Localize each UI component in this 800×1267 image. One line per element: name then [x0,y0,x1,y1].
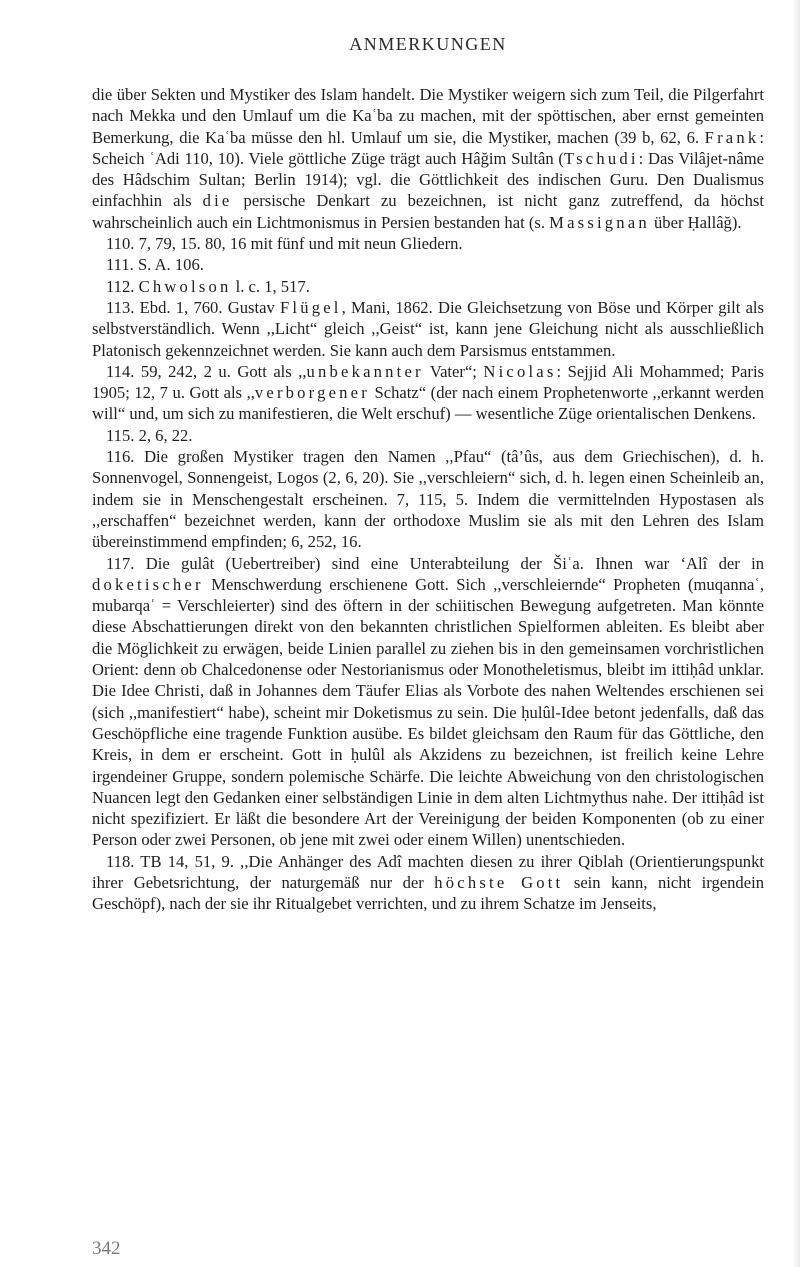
note-paragraph [92,254,764,275]
text-run: 112. [106,276,139,296]
text-run: persische Denkart zu bezeichnen, ist nicht ganz zutreffend, da höchst wahrscheinlich auch ein Lichtmonismus in Persien bestanden hat (s. [92,191,764,232]
note-paragraph [92,84,764,233]
text-run: 110. 7, 79, 15. 80, 16 mit fünf und mit neun Gliedern. [106,234,463,254]
note-paragraph [92,553,764,851]
text-run: , Mani, 1862. Die Gleichsetzung von Böse und Körper gilt als selbstverständlich. Wenn ,,Licht“ gleich ,,Geist“ ist, kann jene Gleichung nicht als ausschließlich Platonisch gekennzeichnet werden. Sie kann auch dem Parsismus entstammen. [92,297,765,360]
text-run: l. c. 1, 517. [231,276,310,296]
spaced-name: Massignan [549,212,650,232]
note-paragraph [92,851,764,915]
spaced-name: doketischer [92,574,204,594]
spaced-name: Chwolson [138,276,232,296]
spaced-name: Flügel [279,297,342,317]
note-paragraph [92,233,764,254]
page-edge-shadow [792,0,800,1267]
spaced-name: höchste Gott [434,872,564,892]
text-run: 114. 59, 242, 2 u. Gott als ,, [106,361,307,381]
note-paragraph [92,425,764,446]
text-run: : Das Vilâjet-nâme des Hâdschim Sultan; Berlin 1914); vgl. die Göttlichkeit des indischen Guru. Den Dualismus einfachhin als [92,148,764,211]
spaced-name: unbekannter [306,361,424,381]
page-number: 342 [92,1238,121,1259]
text-run: 116. Die großen Mystiker tragen den Namen ,,Pfau“ (tâ’ûs, aus dem Griechischen), d. h. Sonnenvogel, Sonnengeist, Logos (2, 6, 20). Sie ,,verschleiern“ sich, d. h. legen einen Scheinleib an, indem sie in Menschengestalt erscheinen. 7, 115, 5. Indem die vermittelnden Hypostasen als ,,erschaffen“ bezeichnet werden, kann der orthodoxe Muslim sie als mit den Lehren des Islam übereinstimmend empfinden; 6, 252, 16. [92,447,764,552]
note-paragraph [92,361,764,425]
note-paragraph [92,446,764,552]
text-run: Schatz“ (der nach einem Prophetenworte ,,erkannt werden will“ und, um sich zu manifestieren, die Welt erschuf) — wesentliche Züge orientalischen Denkens. [92,383,765,424]
notes-body [92,84,764,915]
running-head: ANMERKUNGEN [349,34,507,54]
text-run: über Ḥallâğ). [649,212,742,232]
text-run: 115. 2, 6, 22. [106,425,193,445]
spaced-name: Frank [704,127,760,147]
spaced-name: Tschudi [563,148,639,168]
spaced-name: Nicolas [483,361,557,381]
text-run: : Scheich ʿAdi 110, 10). Viele göttliche Züge trägt auch Hâğim Sultân ( [92,127,764,168]
text-run: 117. Die gulât (Uebertreiber) sind eine Unterabteilung der Šiʿa. Ihnen war ‘Alî der in [106,553,764,573]
text-run: 113. Ebd. 1, 760. Gustav [106,297,280,317]
note-paragraph [92,297,764,361]
book-page [92,0,764,1267]
text-run: Menschwerdung erschienene Gott. Sich ,,verschleiernde“ Propheten (muqannaʿ, mubarqaʿ = Verschleierter) sind des öftern in der schiitischen Bewegung aufgetreten. Man könnte diese Abschattierungen direkt von den bekannten christlichen Spielformen ableiten. Es bleibt aber die Möglichkeit zu erwägen, beide Linien parallel zu ziehen bis in den gemeinsamen vorchristlichen Orient: denn ob Chalcedonense oder Nestorianismus oder Monotheletismus, bleibt im ittiḥâd unklar. Die Idee Christi, daß in Johannes dem Täufer Elias als Vorbote des nahen Weltendes erschienen sei (sich ,,manifestiert“ habe), scheint mir Doketismus zu sein. Die ḥulûl-Idee betont jedenfalls, daß das Geschöpfliche eine tragende Funktion ausübe. Es bildet gleichsam den Raum für das Göttliche, den Kreis, in dem er erscheint. Gott in ḥulûl als Akzidens zu bezeichnen, ist freilich keine Lehre irgendeiner Gruppe, sondern polemische Schärfe. Die leichte Abweichung von den christologischen Nuancen legt den Gedanken einer selbständigen Linie in dem alten Lichtmythus nahe. Der ittiḥâd ist nicht spezifiziert. Er läßt die besondere Art der Vereinigung der beiden Komponenten (ob zu einer Person oder zwei Personen, ob jene mit zwei oder einem Willen) unentschieden. [92,574,764,850]
note-paragraph [92,276,764,297]
text-run: sein kann, nicht irgendein Geschöpf), nach der sie ihr Ritualgebet verrichten, und zu ihrem Schatze im Jenseits, [92,872,764,914]
text-run: 118. TB 14, 51, 9. ,,Die Anhänger des Adî machten diesen zu ihrer Qiblah (Orientierungspunkt ihrer Gebetsrichtung, der naturgemäß nur der [92,851,764,892]
text-run: 111. S. A. 106. [106,255,204,275]
text-run: : Sejjid Ali Mohammed; Paris 1905; 12, 7 u. Gott als ,, [92,361,765,403]
spaced-name: die [202,191,233,211]
text-run: die über Sekten und Mystiker des Islam handelt. Die Mystiker weigern sich zum Teil, die Pilgerfahrt nach Mekka und den Umlauf um die Kaʿba zu machen, mit der spöttischen, aber ernst gemeinten Bemerkung, die Kaʿba müsse den hl. Umlauf um sie, die Mystiker, machen (39 b, 62, 6. [92,85,764,147]
spaced-name: verborgener [254,383,370,403]
text-run: Vater“; [423,361,484,381]
